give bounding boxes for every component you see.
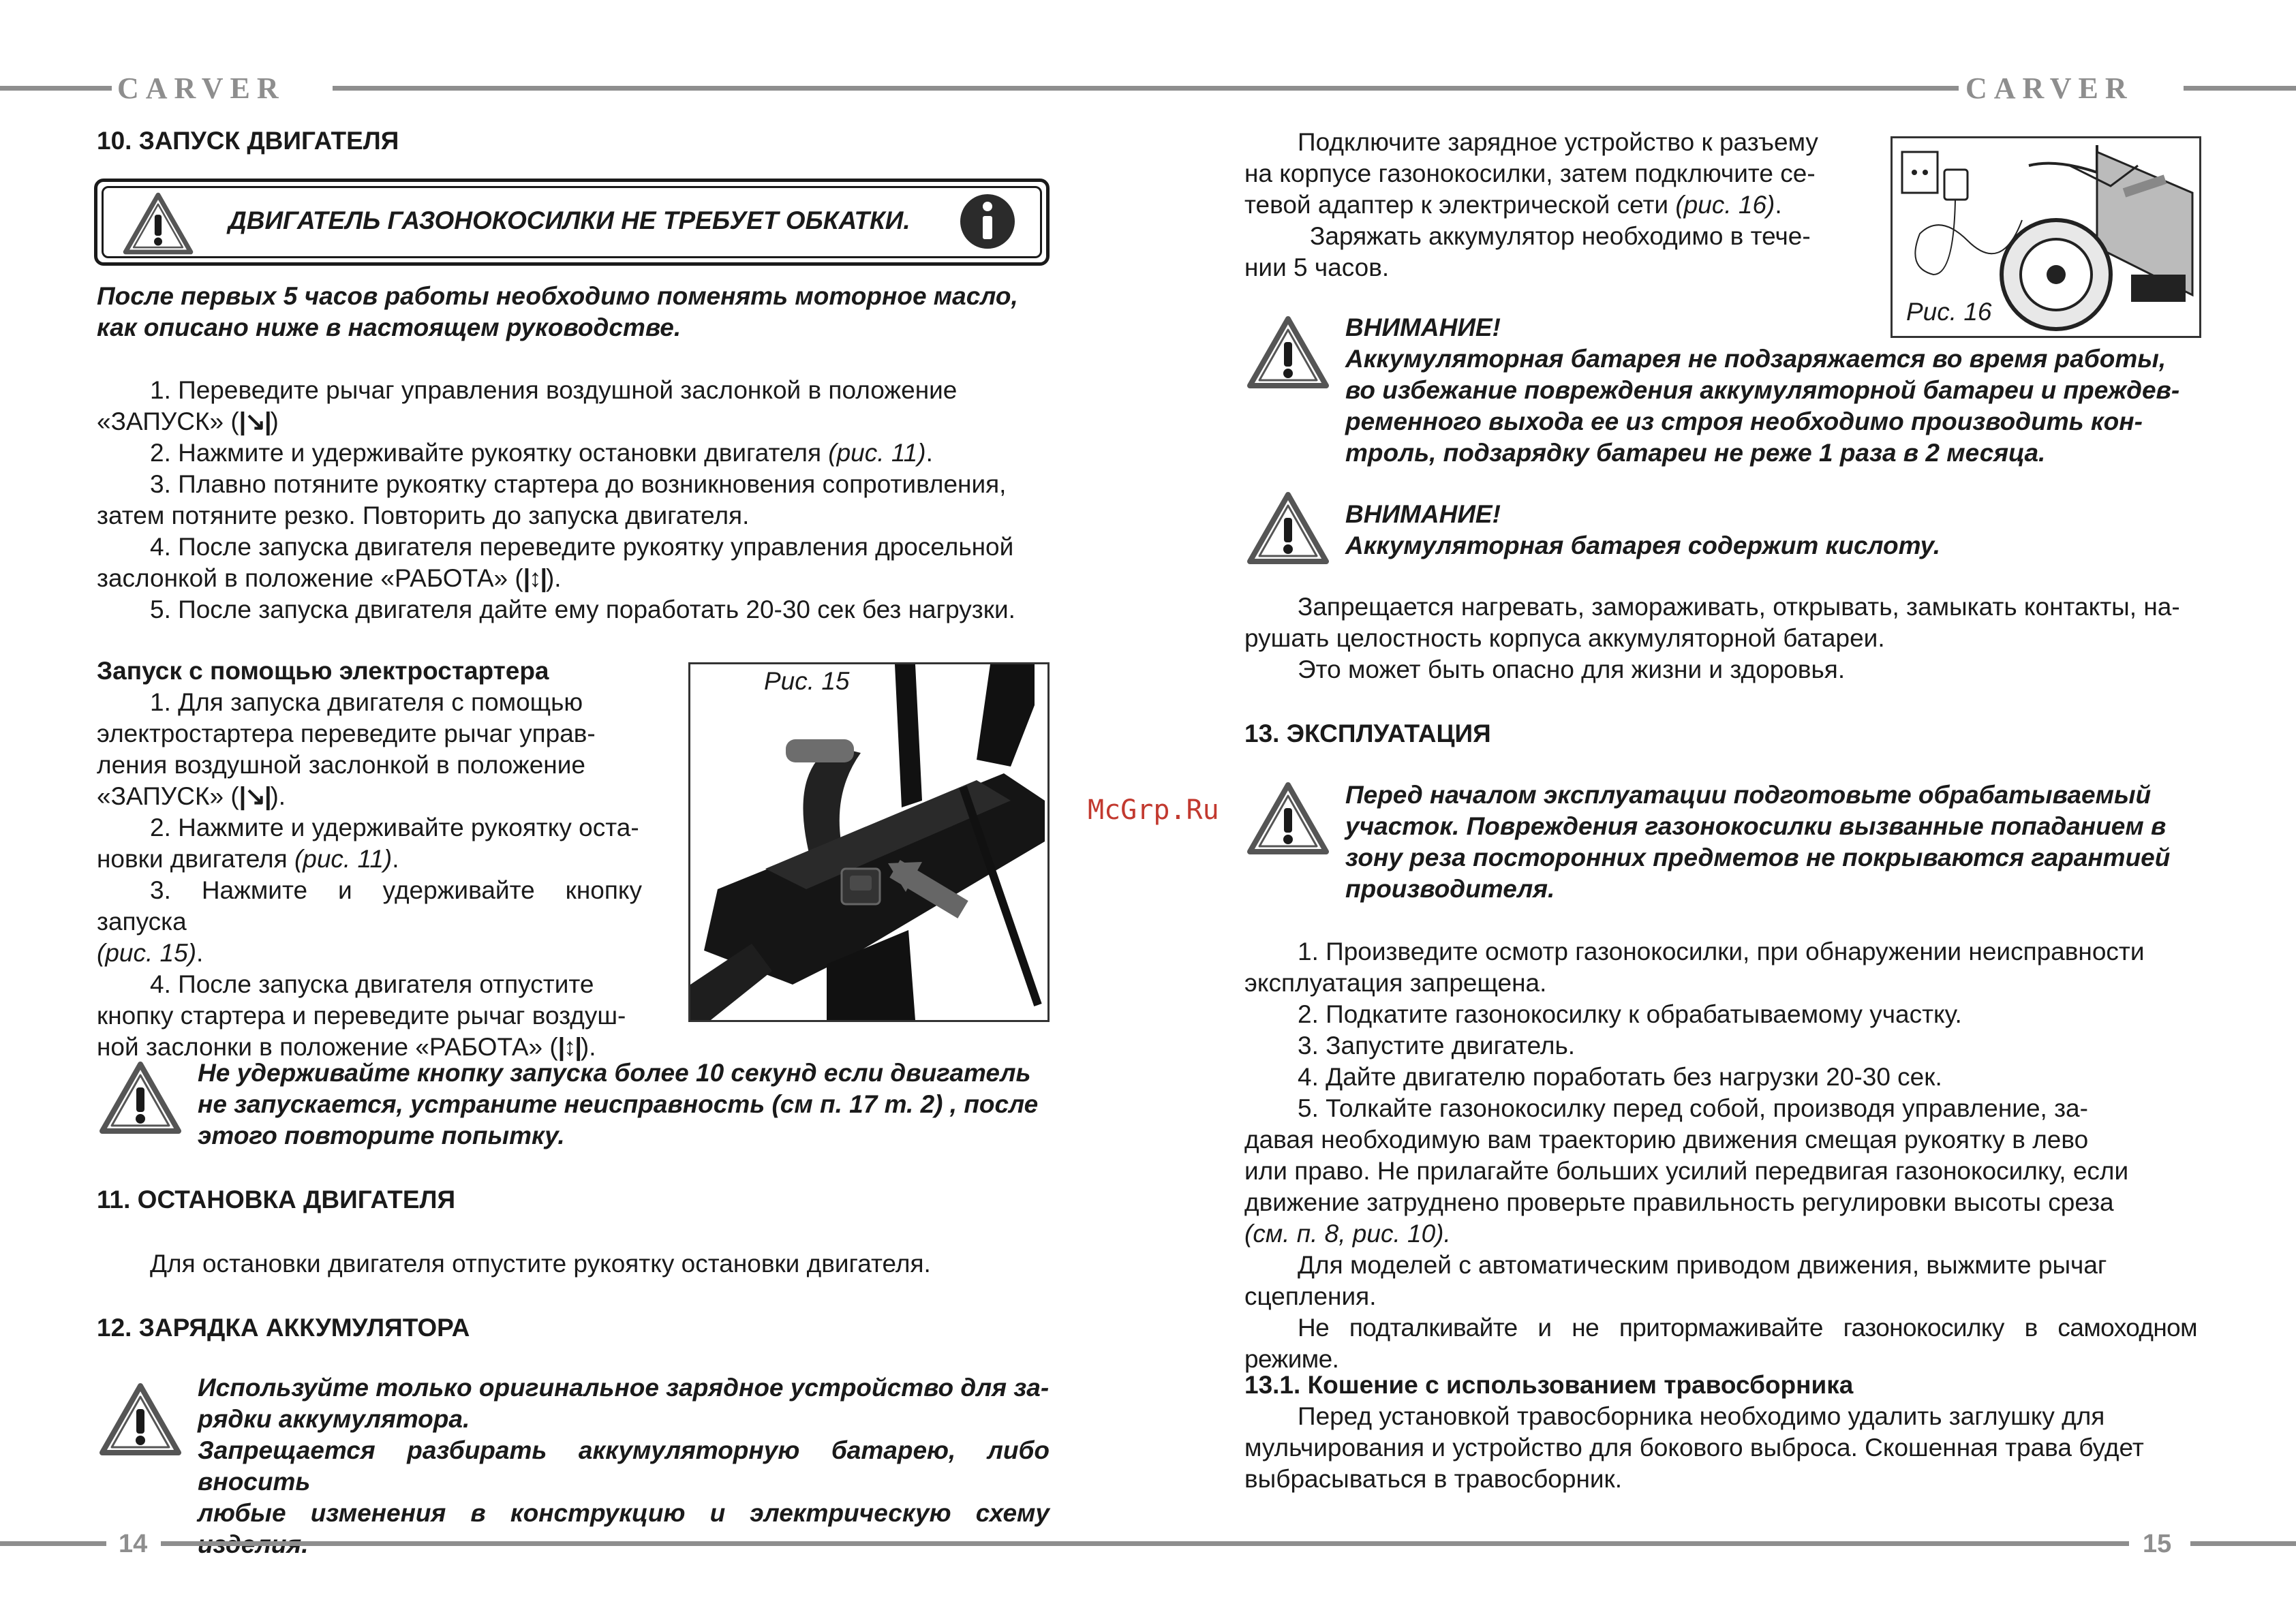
- es-1-line-2: электростартера переведите рычаг управ-: [97, 720, 596, 747]
- notice-text: ДВИГАТЕЛЬ ГАЗОНОКОСИЛКИ НЕ ТРЕБУЕТ ОБКАТКИ.: [228, 206, 910, 234]
- brand-logo: CARVER: [117, 72, 286, 105]
- step-4-line-1: 4. После запуска двигателя переведите рукоятку управления дросельной: [150, 533, 1014, 561]
- footer-rule-left: [0, 1541, 106, 1546]
- attention-battery-charge: ВНИМАНИЕ! Аккумуляторная батарея не подзаряжается во время работы, во избежание повреждения аккумуляторной батареи и преждев- ременного выхода ее из строя необходимо производить кон- троль, подзарядку батареи не реже 1 раза в 2 месяца.: [1345, 313, 2180, 467]
- figure-15: [688, 662, 1050, 1022]
- oil-note-line-1: После первых 5 часов работы необходимо поменять моторное масло,: [97, 282, 1018, 310]
- warning-triangle-icon: [1247, 491, 1329, 566]
- es-3-line-2: (рис. 15).: [97, 939, 204, 967]
- start-steps: [97, 375, 1050, 625]
- start-warning: Не удерживайте кнопку запуска более 10 секунд если двигатель не запускается, устраните неисправность (см п. 17 т. 2) , после этого повторите попытку.: [198, 1059, 1039, 1149]
- starter-button-illustration: [690, 664, 1047, 1020]
- figure-16: [1891, 136, 2201, 338]
- warning-triangle-icon: [121, 191, 196, 256]
- warning-triangle-icon: [100, 1060, 181, 1135]
- step-1-line-2: «ЗАПУСК» (|↘|): [97, 407, 279, 435]
- choke-run-symbol: |↕|: [523, 564, 546, 592]
- es-2-line-2: новки двигателя (рис. 11).: [97, 845, 399, 873]
- header-rule-right: [333, 86, 1148, 91]
- page-number: 14: [119, 1530, 148, 1558]
- section-13-title: 13. ЭКСПЛУАТАЦИЯ: [1244, 720, 1491, 747]
- operation-warning: Перед началом эксплуатации подготовьте обрабатываемый участок. Повреждения газонокосилки вызванные попаданием в зону реза посторонних предметов не покрываются гарантией производителя.: [1345, 781, 2171, 903]
- choke-start-symbol: |↘|: [239, 407, 271, 435]
- warning-triangle-icon: [100, 1382, 181, 1457]
- figure-16-caption: Рис. 16: [1906, 298, 1992, 326]
- right-page: [1148, 0, 2296, 1623]
- step-2: 2. Нажмите и удерживайте рукоятку остановки двигателя (рис. 11).: [150, 439, 933, 467]
- footer-rule-right: [2190, 1541, 2296, 1546]
- section-11-title: 11. ОСТАНОВКА ДВИГАТЕЛЯ: [97, 1186, 456, 1214]
- es-3-line-1: 3. Нажмите и удерживайте кнопку запуска: [97, 876, 642, 936]
- step-3-line-1: 3. Плавно потяните рукоятку стартера до возникновения сопротивления,: [150, 470, 1007, 498]
- header-rule-left: [0, 86, 112, 91]
- page-number: 15: [2143, 1530, 2172, 1558]
- electric-start-steps: [97, 687, 642, 1063]
- es-2-line-1: 2. Нажмите и удерживайте рукоятку оста-: [150, 814, 639, 841]
- section-10-title: 10. ЗАПУСК ДВИГАТЕЛЯ: [97, 127, 399, 155]
- warning-triangle-icon: [1247, 781, 1329, 856]
- grass-catcher-text: Перед установкой травосборника необходимо удалить заглушку для мульчирования и устройство для бокового выброса. Скошенная трава будет выбрасываться в травосборник.: [1244, 1402, 2144, 1493]
- es-4-line-3: ной заслонки в положение «РАБОТА» (|↕|).: [97, 1033, 596, 1061]
- watermark: McGrp.Ru: [1088, 794, 1219, 826]
- es-1-line-4: «ЗАПУСК» (|↘|).: [97, 782, 286, 810]
- info-icon: [958, 191, 1017, 251]
- choke-start-symbol: |↘|: [239, 782, 271, 810]
- connect-charger-text: Подключите зарядное устройство к разъему на корпусе газонокосилки, затем подключите се- тевой адаптер к электрической сети (рис. 16). Заряжать аккумулятор необходимо в тече- нии 5 часов.: [1244, 128, 1818, 281]
- notice-box: [94, 179, 1050, 266]
- charger-warning: Используйте только оригинальное зарядное устройство для за- рядки аккумулятора. Запрещается разбирать аккумуляторную батарею, либо вносить любые изменения в конструкцию и электрическую схему: [198, 1374, 1050, 1527]
- footer-rule-right: [161, 1541, 1148, 1546]
- step-4-line-2: заслонкой в положение «РАБОТА» (|↕|).: [97, 564, 562, 592]
- step-3-line-2: затем потяните резко. Повторить до запуска двигателя.: [97, 501, 750, 529]
- oil-note-line-2: как описано ниже в настоящем руководстве.: [97, 313, 682, 341]
- oil-note: [97, 281, 1050, 343]
- electric-start-title: Запуск с помощью электростартера: [97, 657, 549, 685]
- es-4-line-2: кнопку стартера и переведите рычаг воздуш-: [97, 1002, 626, 1030]
- figure-15-caption: Рис. 15: [764, 667, 850, 695]
- warning-triangle-icon: [1247, 315, 1329, 390]
- section-12-title: 12. ЗАРЯДКА АККУМУЛЯТОРА: [97, 1314, 470, 1342]
- es-1-line-3: ления воздушной заслонкой в положение: [97, 751, 585, 779]
- step-5: 5. После запуска двигателя дайте ему поработать 20-30 сек без нагрузки.: [150, 596, 1015, 623]
- operation-steps: 1. Произведите осмотр газонокосилки, при обнаружении неисправности эксплуатация запрещена. 2. Подкатите газонокосилку к обрабатываемому участку. 3. Запустите двигатель. 4. Дайте двигателю поработать без нагрузки 20-30 сек. 5. Толкайте газонокосилку перед собой, производя управление, за- давая необходимую вам траекторию движения смещая рукоятку в лево или право. Не прилагайте больших усилий передвигая газонокосилку, если движение затруднено проверьте правильность регулировки высоты среза (см. п. 8, рис. 10). Для моделей с автоматическим приводом движения, выжмите рычаг сцепления. Не подталкивайте и не притормаживайте газонокосилку в самоходном режиме.: [1244, 938, 2197, 1373]
- es-1-line-1: 1. Для запуска двигателя с помощью: [150, 688, 583, 716]
- section-11-text: Для остановки двигателя отпустите рукоятку остановки двигателя.: [150, 1250, 931, 1278]
- section-13-1-title: 13.1. Кошение с использованием травосборника: [1244, 1371, 1854, 1399]
- battery-prohibitions: Запрещается нагревать, замораживать, открывать, замыкать контакты, на- рушать целостность корпуса аккумуляторной батареи. Это может быть опасно для жизни и здоровья.: [1244, 593, 2180, 683]
- header-rule-left: [1148, 86, 1959, 91]
- choke-run-symbol: |↕|: [557, 1033, 581, 1061]
- header-rule-right: [2184, 86, 2296, 91]
- step-1-line-1: 1. Переведите рычаг управления воздушной заслонкой в положение: [150, 376, 958, 404]
- es-4-line-1: 4. После запуска двигателя отпустите: [150, 970, 594, 998]
- footer-rule-left: [1148, 1541, 2129, 1546]
- brand-logo: CARVER: [1965, 72, 2134, 105]
- attention-battery-acid: ВНИМАНИЕ! Аккумуляторная батарея содержит кислоту.: [1345, 500, 1941, 559]
